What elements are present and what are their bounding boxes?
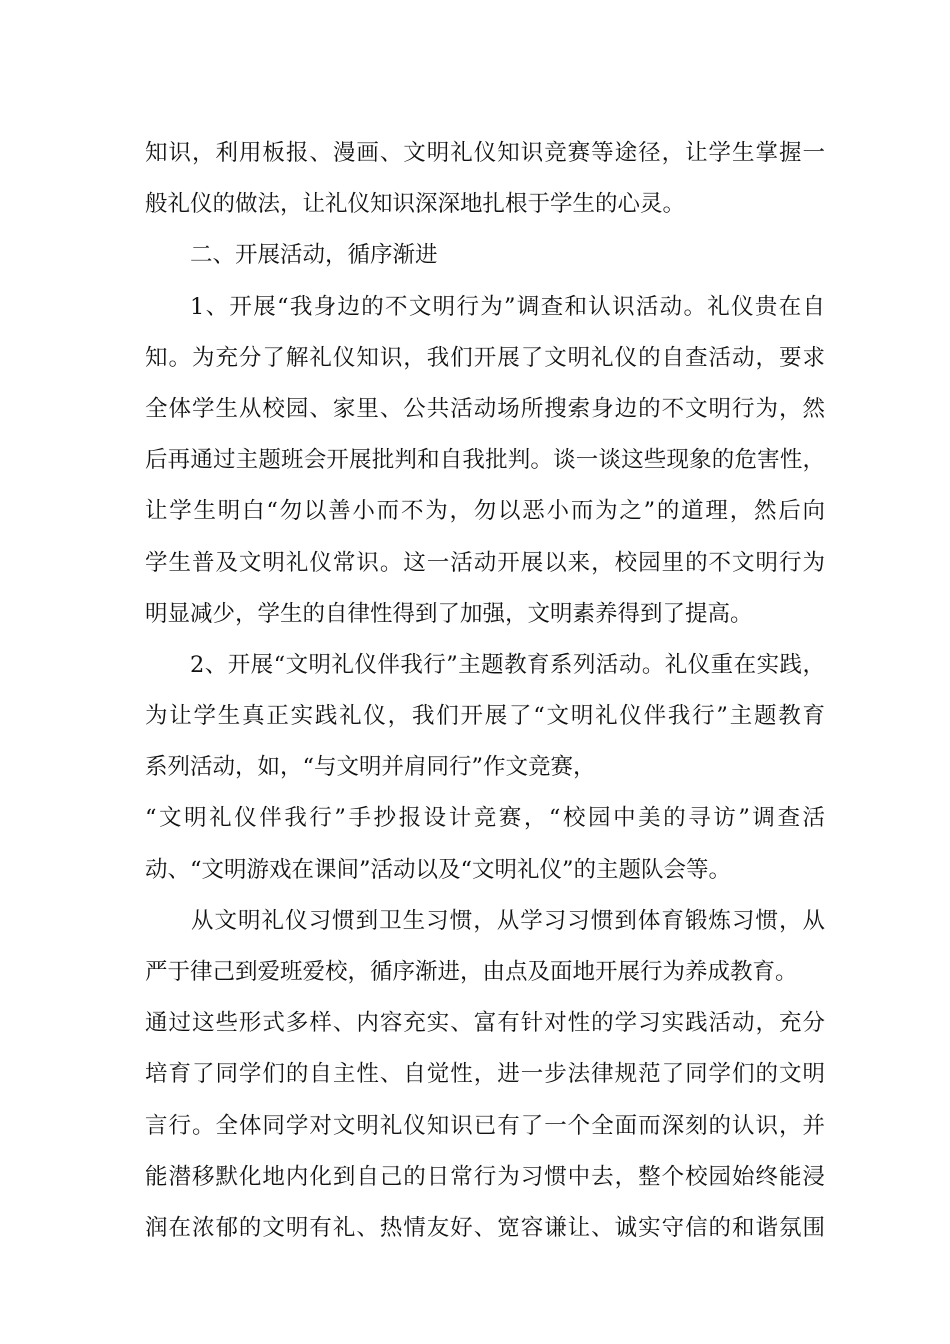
text-line: 知。为充分了解礼仪知识，我们开展了文明礼仪的自查活动，要求 <box>145 344 825 371</box>
text-line: 动、“文明游戏在课间”活动以及“文明礼仪”的主题队会等。 <box>145 856 732 883</box>
text-line: 从文明礼仪习惯到卫生习惯，从学习习惯到体育锻炼习惯，从 <box>191 907 825 934</box>
text-line: “文明礼仪伴我行”手抄报设计竞赛，“校园中美的寻访”调查活 <box>145 805 825 832</box>
text-line: 为让学生真正实践礼仪，我们开展了“文明礼仪伴我行”主题教育 <box>145 703 825 730</box>
section-heading: 二、开展活动，循序渐进 <box>190 242 438 269</box>
text-line: 2、开展“文明礼仪伴我行”主题教育系列活动。礼仪重在实践， <box>190 651 825 678</box>
text-line: 明显减少，学生的自律性得到了加强，文明素养得到了提高。 <box>145 600 753 627</box>
text-line: 知识，利用板报、漫画、文明礼仪知识竞赛等途径，让学生掌握一 <box>145 140 825 166</box>
text-line: 通过这些形式多样、内容充实、富有针对性的学习实践活动，充分 <box>145 1010 825 1037</box>
text-line: 1、开展“我身边的不文明行为”调查和认识活动。礼仪贵在自 <box>190 293 825 320</box>
text-line: 般礼仪的做法，让礼仪知识深深地扎根于学生的心灵。 <box>145 191 686 218</box>
text-line: 系列活动，如，“与文明并肩同行”作文竞赛， <box>145 754 596 781</box>
text-line: 全体学生从校园、家里、公共活动场所搜索身边的不文明行为，然 <box>145 395 825 422</box>
text-line: 能潜移默化地内化到自己的日常行为习惯中去，整个校园始终能浸 <box>145 1163 825 1190</box>
document-body <box>145 128 825 1254</box>
text-line: 润在浓郁的文明有礼、热情友好、宽容谦让、诚实守信的和谐氛围 <box>145 1214 825 1241</box>
text-line: 言行。全体同学对文明礼仪知识已有了一个全面而深刻的认识，并 <box>145 1112 825 1139</box>
text-line: 学生普及文明礼仪常识。这一活动开展以来，校园里的不文明行为 <box>145 549 825 576</box>
text-line: 培育了同学们的自主性、自觉性，进一步法律规范了同学们的文明 <box>145 1061 825 1088</box>
text-line: 后再通过主题班会开展批判和自我批判。谈一谈这些现象的危害性， <box>145 447 825 474</box>
text-line: 严于律己到爱班爱校，循序渐进，由点及面地开展行为养成教育。 <box>145 959 798 985</box>
text-line: 让学生明白“勿以善小而不为，勿以恶小而为之”的道理，然后向 <box>145 498 825 525</box>
